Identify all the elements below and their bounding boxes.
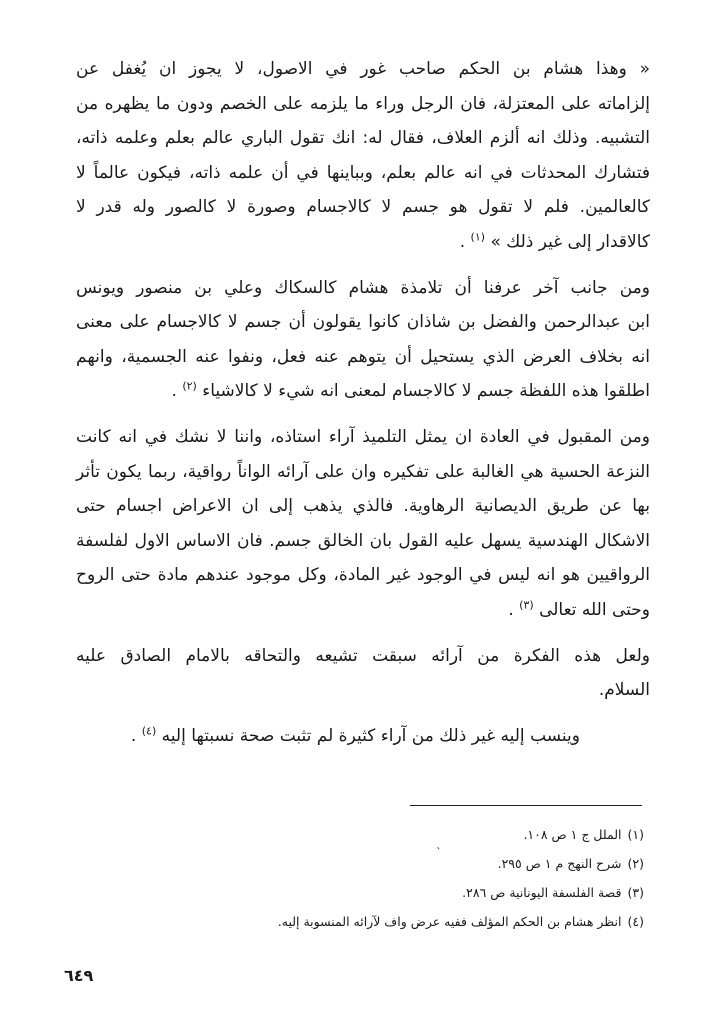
footnote-item — [200, 849, 644, 878]
text-line: « وهذا هشام بن الحكم صاحب غور في الاصول، لا يجوز ان يُغفل عن — [76, 59, 650, 79]
footnote-number: (١) — [627, 827, 644, 842]
footnote-ref: (٤) — [141, 724, 157, 738]
footnote-text: قصة الفلسفة اليونانية ص ٢٨٦. — [462, 885, 622, 900]
footnote-item — [200, 907, 644, 936]
sentence-end: . — [459, 231, 466, 252]
text-line-last — [76, 593, 650, 628]
text-line: الاشكال الهندسية يسهل عليه القول بان الخالق جسم. فان الاساس الاول لفلسفة — [76, 530, 650, 551]
text-line: كالعالمين. فلم لا تقول هو جسم لا كالاجسام وصورة لا كالصور وله قدر لا — [76, 197, 650, 218]
footnotes — [200, 820, 644, 936]
sentence-end: . — [171, 381, 177, 402]
body-text — [76, 52, 650, 764]
footnote-number: (٤) — [627, 914, 644, 929]
sentence-end: . — [130, 725, 137, 746]
text-line: انه بخلاف العرض الذي يستحيل أن يتوهم عنه فعل، ونفوا عنه الجسمية، وانهم — [76, 346, 650, 367]
paragraph-1 — [76, 52, 650, 260]
footnote-number: (٢) — [627, 856, 644, 871]
text-line-last: السلام. — [598, 680, 650, 701]
paragraph-3 — [76, 420, 650, 628]
footnote-item — [200, 878, 644, 907]
footnote-number: (٣) — [627, 885, 644, 900]
text-line-last — [76, 719, 580, 754]
text-line: ومن جانب آخر عرفنا أن تلامذة هشام كالسكاك وعلي بن منصور ويونس — [76, 277, 650, 298]
text-line: ابن عبدالرحمن والفضل بن شاذان كانوا يقولون أن جسم لا كالاجسام على معنى — [76, 312, 650, 333]
footnote-text: الملل ج ١ ص ١٠٨. — [523, 827, 622, 842]
text-line: فتشارك المحدثات في انه عالم بعلم، وبباينها في أن علمه ذاته، فيكون عالماً لا — [76, 162, 650, 183]
footnote-item — [200, 820, 644, 849]
footnote-ref: (٣) — [519, 598, 534, 612]
line-text: كالاقدار إلى غير ذلك » — [490, 231, 650, 252]
text-line: الرواقيين هو انه ليس في الوجود غير المادة، وكل موجود عندهم مادة حتى الروح — [76, 565, 650, 586]
sentence-end: . — [508, 599, 514, 620]
paragraph-2 — [76, 271, 650, 409]
footnote-text: شرح النهج م ١ ص ٢٩٥. — [497, 856, 622, 871]
text-line: إلزاماته على المعتزلة، فان الرجل وراء ما يلزمه على الخصم ودون ما يظهره من — [76, 93, 650, 114]
text-line-last — [76, 374, 650, 409]
text-line: النزعة الحسية هي الغالبة على تفكيره وان على آرائه الواناً رواقية، ربما يكون تأثر — [76, 461, 650, 482]
text-line: ولعل هذه الفكرة من آرائه سبقت تشيعه والتحاقه بالامام الصادق عليه — [76, 645, 650, 666]
footnote-ref: (٢) — [182, 379, 197, 393]
page-number: ٦٤٩ — [64, 966, 94, 985]
footnote-ref: (١) — [470, 230, 486, 244]
paragraph-4 — [76, 639, 650, 708]
footnote-text: انظر هشام بن الحكم المؤلف ففيه عرض واف لآرائه المنسوبة إليه. — [277, 914, 622, 929]
line-text: وينسب إليه غير ذلك من آراء كثيرة لم تثبت صحة نسبتها إليه — [161, 725, 580, 746]
paragraph-5 — [76, 719, 650, 754]
text-line: بها عن طريق الديصانية الرهاوية. فالذي يذهب إلى ان الاعراض اجسام حتى — [76, 496, 650, 517]
line-text: وحتى الله تعالى — [539, 599, 650, 620]
text-line: التشبيه. وذلك انه ألزم العلاف، فقال له: انك تقول الباري عالم بعلم وعلمه ذاته، — [76, 128, 650, 149]
line-text: اطلقوا هذه اللفظة جسم لا كالاجسام لمعنى انه شيء لا كالاشياء — [202, 381, 650, 402]
print-speck: ` — [436, 846, 442, 860]
text-line-last — [76, 225, 650, 260]
text-line: ومن المقبول في العادة ان يمثل التلميذ آراء استاذه، واننا لا نشك في انه كانت — [76, 426, 650, 447]
footnote-divider — [410, 805, 642, 806]
